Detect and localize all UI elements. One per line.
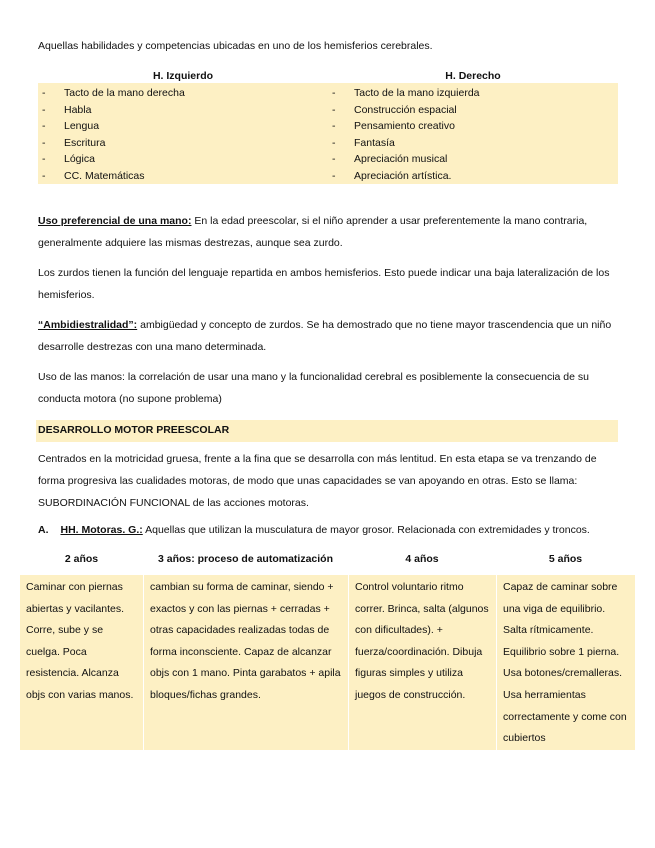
list-item: [38, 135, 328, 152]
list-item: [328, 168, 618, 185]
table-cell: Capaz de caminar sobre una viga de equilibrio. Salta rítmicamente. Equilibrio sobre 1 pierna. Usa botones/cremalleras. Usa herramientas correctamente y come con cubiertos: [496, 575, 635, 750]
table-cell: Control voluntario ritmo correr. Brinca, salta (algunos con dificultades). + fuerza/coordinación. Dibuja figuras simples y utiliza juegos de construcción.: [348, 575, 496, 750]
list-item-label: Lengua: [64, 120, 100, 133]
hemispheres-header: [38, 70, 618, 82]
list-item-label: Lógica: [64, 153, 95, 166]
list-item: [328, 102, 618, 119]
bullet-dash: -: [42, 136, 46, 149]
bullet-dash: -: [42, 87, 46, 99]
hemispheres-table: [38, 83, 618, 184]
list-item-label: Fantasía: [354, 136, 395, 149]
list-item-label: CC. Matemáticas: [64, 169, 145, 182]
list-item-label: Pensamiento creativo: [354, 120, 455, 133]
bullet-dash: -: [42, 169, 46, 182]
list-item: [38, 118, 328, 135]
list-item: [328, 135, 618, 152]
bullet-dash: -: [42, 103, 46, 116]
bullet-dash: -: [332, 169, 336, 182]
centrados-paragraph: Centrados en la motricidad gruesa, frente a la fina que se desarrolla con más lentitud. En esta etapa se va trenzando de forma progresiva las cualidades motoras, de modo que unas capacidades se van apoyando en otras. Esto se llama: SUBORDINACIÓN FUNCIONAL de las acciones motoras.: [38, 453, 597, 509]
uso-preferencial-paragraph: [38, 210, 618, 254]
list-item: [38, 102, 328, 119]
intro-text: Aquellas habilidades y competencias ubicadas en uno de los hemisferios cerebrales.: [38, 40, 433, 52]
column-header: 5 años: [548, 553, 583, 565]
list-item-label: Escritura: [64, 136, 106, 149]
right-hemisphere-title: H. Derecho: [445, 70, 501, 82]
item-a-label: HH. Motoras. G.:: [60, 524, 143, 536]
motor-table: [20, 575, 635, 750]
bullet-dash: -: [332, 120, 336, 133]
bullet-dash: -: [42, 120, 46, 133]
list-letter: A.: [38, 524, 49, 536]
bullet-dash: -: [332, 103, 336, 116]
table-cell: Caminar con piernas abiertas y vacilantes. Corre, sube y se cuelga. Poca resistencia. Alcanza objs con varias manos.: [26, 581, 134, 701]
list-item-label: Construcción espacial: [354, 103, 457, 116]
uso-preferencial-label: Uso preferencial de una mano:: [38, 215, 192, 227]
list-item: [328, 118, 618, 135]
list-item-a: [38, 524, 590, 536]
ambidiestralidad-label: “Ambidiestralidad”:: [38, 319, 138, 331]
bullet-dash: -: [332, 136, 336, 149]
column-header: 3 años: proceso de automatización: [157, 553, 334, 565]
bullet-dash: -: [42, 153, 46, 166]
uso-preferencial-text: En la edad preescolar, si el niño aprender a usar preferentemente la mano contraria, generalmente adquiere las mismas destrezas, aunque sea zurdo.: [38, 215, 588, 249]
section-title: DESARROLLO MOTOR PREESCOLAR: [36, 420, 618, 442]
zurdos-paragraph: Los zurdos tienen la función del lenguaje repartida en ambos hemisferios. Esto puede indicar una baja lateralización de los hemisferios.: [38, 267, 610, 301]
list-item-label: Apreciación musical: [354, 153, 448, 166]
left-hemisphere-title: H. Izquierdo: [152, 70, 214, 82]
column-header: 4 años: [405, 553, 439, 565]
bullet-dash: -: [332, 153, 336, 166]
column-header: 2 años: [64, 553, 99, 565]
list-item: [38, 151, 328, 168]
list-item: [38, 85, 328, 102]
motor-table-header: [20, 553, 635, 565]
left-hemisphere-list: [38, 83, 328, 184]
bullet-dash: -: [332, 87, 336, 99]
list-item: [38, 168, 328, 185]
list-item-label: Apreciación artística.: [354, 169, 452, 182]
list-item-label: Tacto de la mano derecha: [64, 87, 185, 99]
right-hemisphere-list: [328, 83, 618, 184]
list-item: [328, 151, 618, 168]
uso-manos-paragraph: Uso de las manos: la correlación de usar una mano y la funcionalidad cerebral es posiblemente la consecuencia de su conducta motora (no supone problema): [38, 371, 589, 405]
table-cell: cambian su forma de caminar, siendo + exactos y con las piernas + cerradas + otras capacidades realizadas todas de forma inconsciente. Capaz de alcanzar objs con 1 mano. Pinta garabatos + apila bloques/fichas grandes.: [143, 575, 348, 750]
list-item: [328, 85, 618, 102]
item-a-text: Aquellas que utilizan la musculatura de mayor grosor. Relacionada con extremidades y troncos.: [142, 524, 590, 536]
list-item-label: Tacto de la mano izquierda: [354, 87, 480, 99]
ambidiestralidad-text: ambigüedad y concepto de zurdos. Se ha demostrado que no tiene mayor trascendencia que un niño desarrolle destrezas con una mano determinada.: [38, 319, 612, 353]
list-item-label: Habla: [64, 103, 92, 116]
ambidiestralidad-paragraph: [38, 314, 618, 358]
